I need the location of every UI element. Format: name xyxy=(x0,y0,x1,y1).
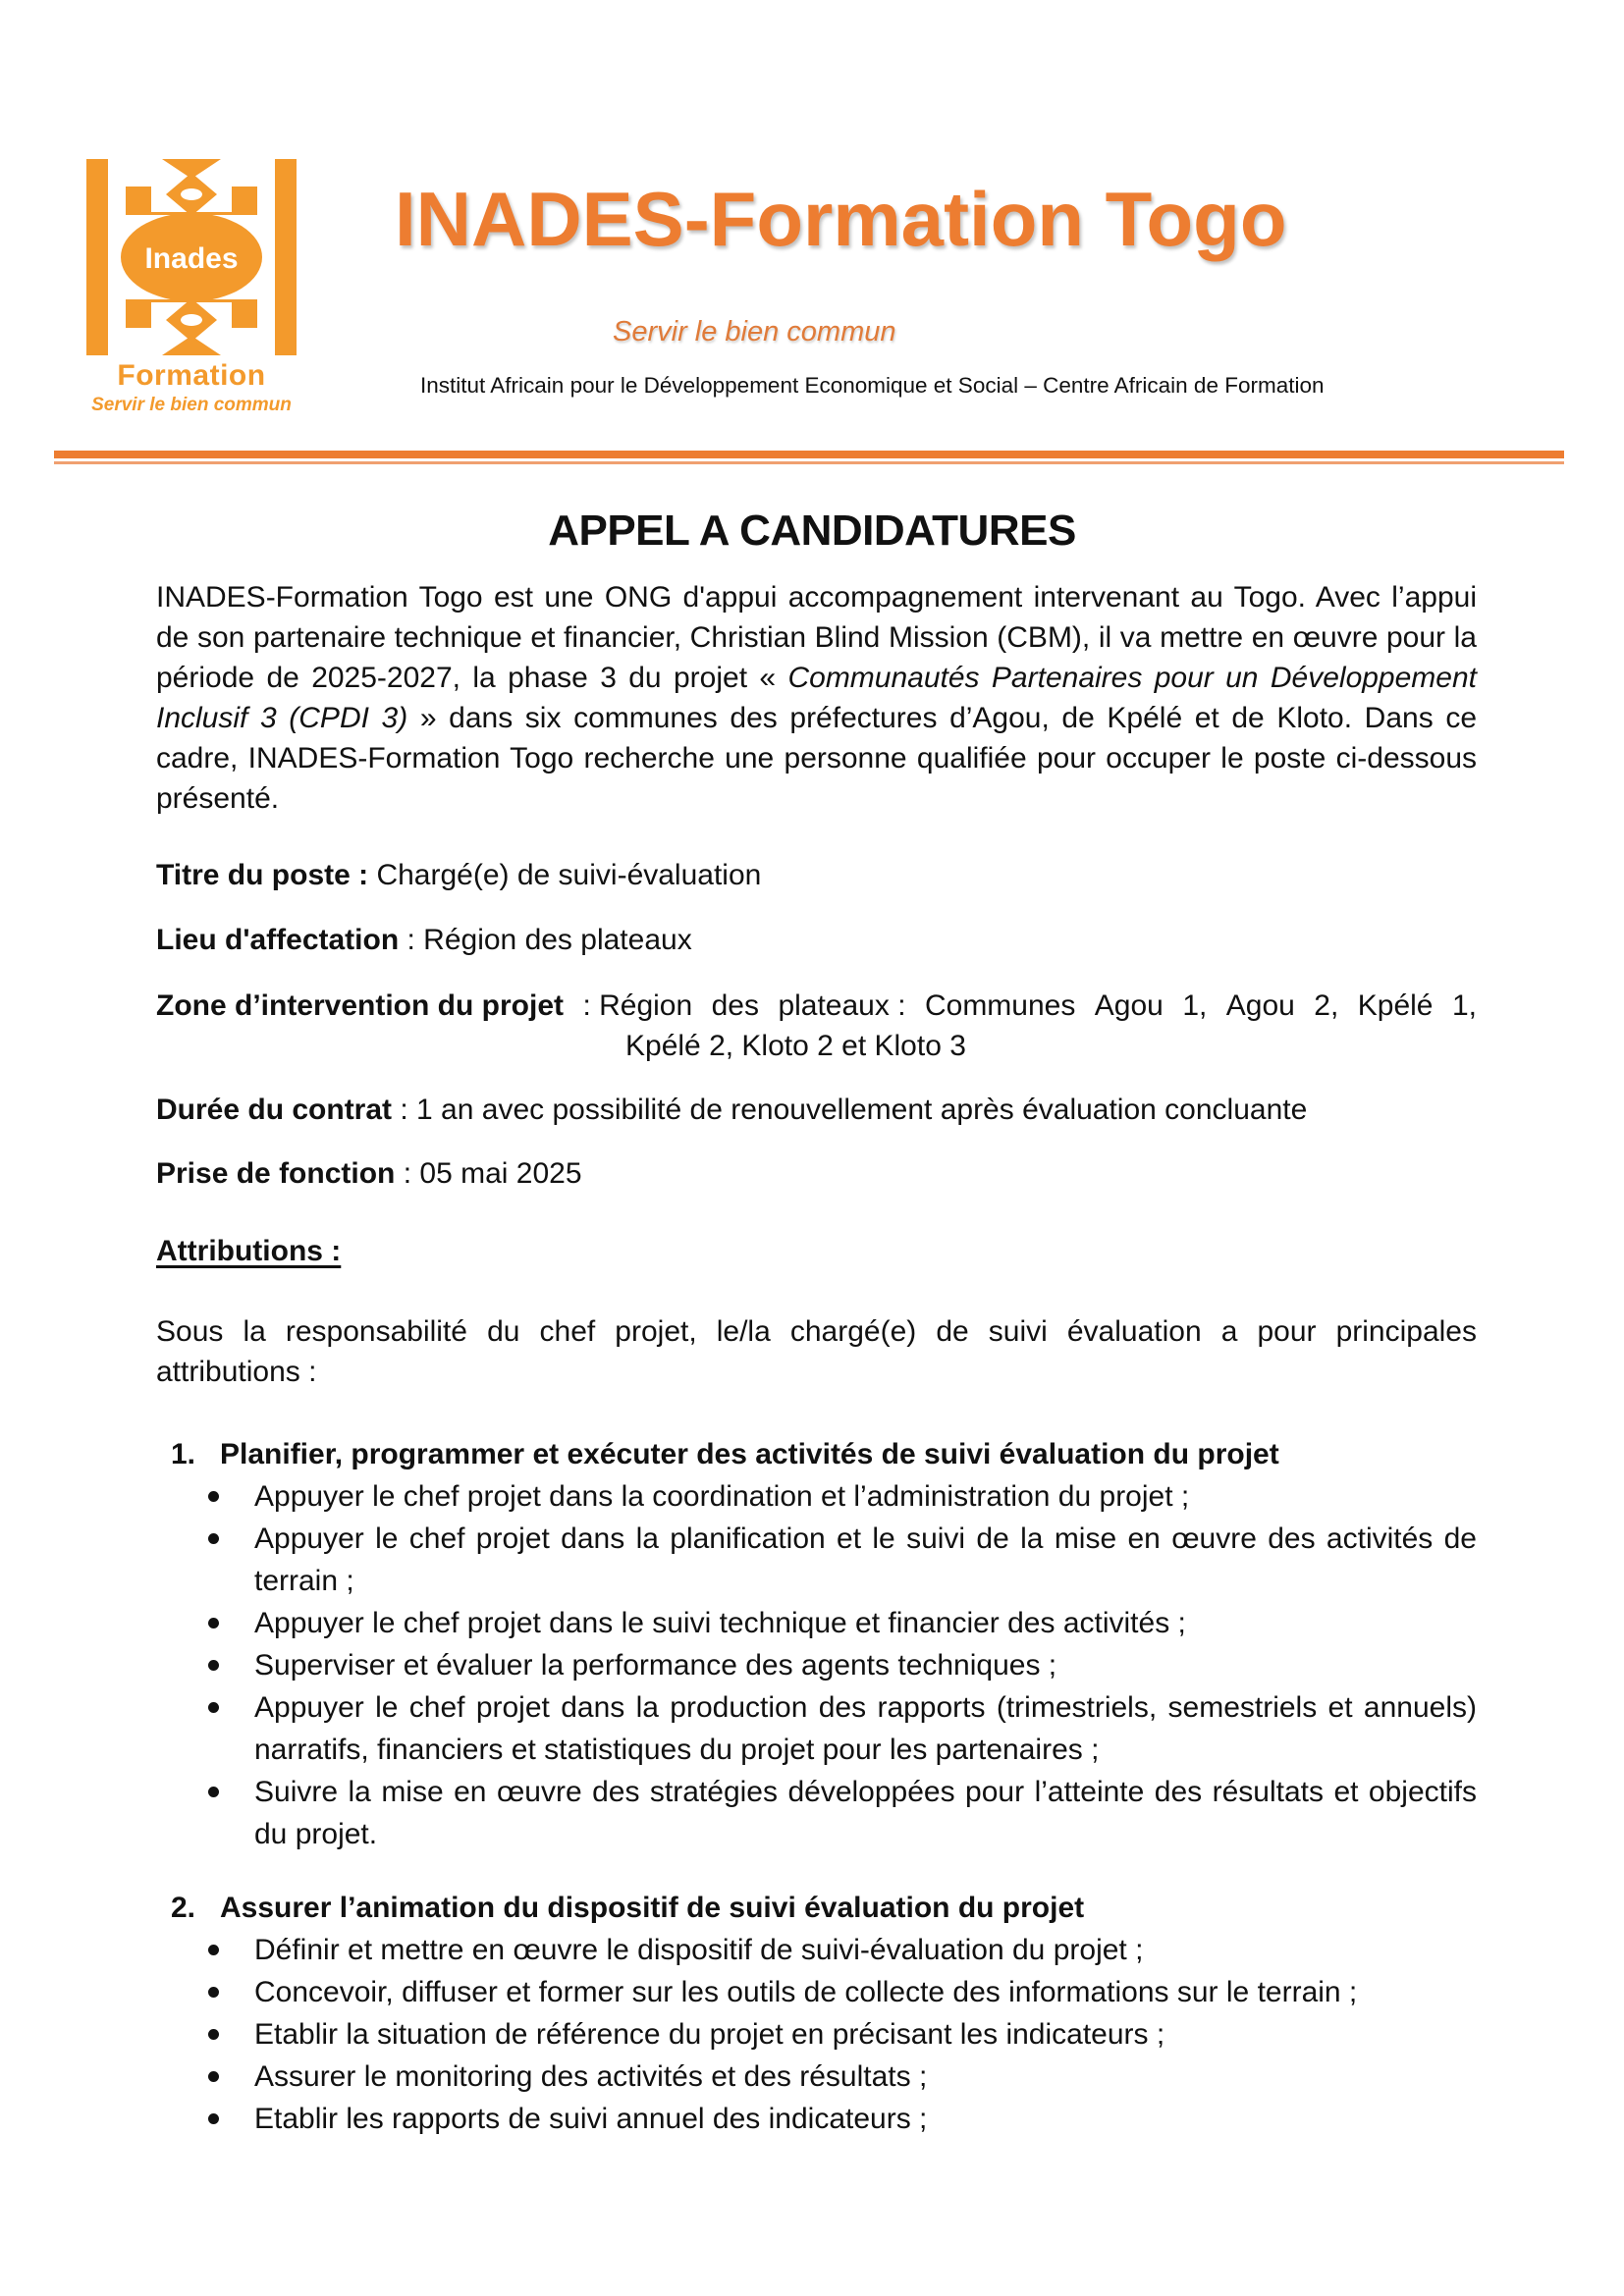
document-title: APPEL A CANDIDATURES xyxy=(548,507,1076,555)
zone-word: Kpélé xyxy=(1357,989,1434,1022)
header-divider-thick xyxy=(54,451,1564,458)
zone-word: des xyxy=(711,989,759,1022)
list-item xyxy=(156,2056,1477,2098)
bullet-list xyxy=(156,1929,1477,2140)
field-label: Lieu d'affectation xyxy=(156,924,400,956)
section-heading xyxy=(156,1887,1477,1929)
header-divider-thin xyxy=(54,461,1564,464)
section-title: Planifier, programmer et exécuter des activités de suivi évaluation du projet xyxy=(220,1438,1279,1470)
field-label: Durée du contrat xyxy=(156,1094,393,1126)
field-label: Prise de fonction xyxy=(156,1157,396,1190)
list-item-text: Etablir la situation de référence du projet en précisant les indicateurs ; xyxy=(254,2018,1165,2051)
section-number: 1. xyxy=(171,1438,196,1470)
list-item-text: Appuyer le chef projet dans le suivi technique et financier des activités ; xyxy=(254,1607,1186,1639)
bullet-icon xyxy=(208,1787,219,1797)
zone-word: Agou xyxy=(1094,989,1164,1022)
attributions-intro: Sous la responsabilité du chef projet, le/la chargé(e) de suivi évaluation a pour principales attributions : xyxy=(156,1315,1477,1388)
intro-paragraph xyxy=(156,577,1477,819)
zone-word: 2, xyxy=(1314,989,1339,1022)
field-intervention-zone xyxy=(156,986,1477,1066)
zone-line-1 xyxy=(156,986,1477,1026)
organization-full-name: Institut Africain pour le Développement Economique et Social – Centre Africain de Formation xyxy=(420,373,1325,398)
inades-emblem-icon xyxy=(86,159,297,355)
list-item xyxy=(156,1644,1477,1686)
bullet-icon xyxy=(208,1987,219,1998)
svg-text:Inades: Inades xyxy=(144,242,239,275)
list-item xyxy=(156,1475,1477,1518)
inades-logo xyxy=(69,159,314,424)
list-item xyxy=(156,1602,1477,1644)
list-item-text: Suivre la mise en œuvre des stratégies développées pour l’atteinte des résultats et objectifs du projet. xyxy=(254,1776,1477,1850)
bullet-icon xyxy=(208,2113,219,2124)
attribution-section-1 xyxy=(156,1433,1477,1855)
zone-word: 1, xyxy=(1451,989,1477,1022)
field-value: Chargé(e) de suivi-évaluation xyxy=(368,859,762,891)
field-location xyxy=(156,920,1477,960)
list-item xyxy=(156,1686,1477,1771)
zone-word: : Région xyxy=(582,989,693,1022)
bullet-icon xyxy=(208,1491,219,1502)
field-value: : 05 mai 2025 xyxy=(395,1157,582,1190)
zone-line-2: Kpélé 2, Kloto 2 et Kloto 3 xyxy=(625,1030,966,1062)
list-item-text: Définir et mettre en œuvre le dispositif de suivi-évaluation du projet ; xyxy=(254,1934,1144,1966)
field-contract-duration xyxy=(156,1090,1477,1130)
bullet-icon xyxy=(208,1702,219,1713)
bullet-list xyxy=(156,1475,1477,1855)
field-start-date xyxy=(156,1153,1477,1194)
field-value: : 1 an avec possibilité de renouvellement après évaluation concluante xyxy=(392,1094,1308,1126)
list-item-text: Concevoir, diffuser et former sur les outils de collecte des informations sur le terrain ; xyxy=(254,1976,1358,2008)
list-item-text: Appuyer le chef projet dans la planification et le suivi de la mise en œuvre des activités de terrain ; xyxy=(254,1522,1477,1597)
field-label: Titre du poste : xyxy=(156,859,369,891)
zone-word: Communes xyxy=(924,989,1076,1022)
bullet-icon xyxy=(208,1945,219,1955)
field-job-title xyxy=(156,855,1477,895)
project-name: Communautés Partenaires pour un Développement Inclusif 3 (CPDI 3) xyxy=(156,662,1477,734)
list-item-text: Appuyer le chef projet dans la coordination et l’administration du projet ; xyxy=(254,1480,1190,1513)
bullet-icon xyxy=(208,1533,219,1544)
organization-slogan: Servir le bien commun xyxy=(613,316,896,347)
list-item-text: Assurer le monitoring des activités et des résultats ; xyxy=(254,2060,928,2093)
bullet-icon xyxy=(208,1618,219,1629)
list-item xyxy=(156,2098,1477,2140)
bullet-icon xyxy=(208,2029,219,2040)
bullet-icon xyxy=(208,1660,219,1671)
logo-formation-text: Formation xyxy=(117,359,266,392)
intro-text-part1: INADES-Formation Togo est une ONG d'appui accompagnement intervenant au Togo. Avec l’appui de son partenaire technique et financier, Christian Blind Mission (CBM), il va mettre en œuvre pour la période de 2025-2027, la phase 3 du projet « xyxy=(156,581,1477,694)
list-item xyxy=(156,2013,1477,2056)
section-title: Assurer l’animation du dispositif de suivi évaluation du projet xyxy=(220,1892,1085,1924)
zone-word: Agou xyxy=(1225,989,1295,1022)
field-label: Zone d’intervention du projet xyxy=(156,989,564,1022)
attribution-section-2 xyxy=(156,1887,1477,2140)
field-value: : Région des plateaux xyxy=(399,924,692,956)
section-heading xyxy=(156,1433,1477,1475)
logo-slogan-text: Servir le bien commun xyxy=(91,395,292,415)
list-item xyxy=(156,1771,1477,1855)
zone-word: plateaux : xyxy=(778,989,906,1022)
organization-title: INADES-Formation Togo xyxy=(395,176,1287,262)
bullet-icon xyxy=(208,2071,219,2082)
intro-text-part2: » dans six communes des préfectures d’Agou, de Kpélé et de Kloto. Dans ce cadre, INADES-Formation Togo recherche une personne qualifiée pour occuper le poste ci-dessous présenté. xyxy=(156,702,1478,815)
section-number: 2. xyxy=(171,1892,196,1924)
attributions-heading: Attributions : xyxy=(156,1235,342,1267)
list-item xyxy=(156,1518,1477,1602)
list-item xyxy=(156,1971,1477,2013)
list-item-text: Etablir les rapports de suivi annuel des indicateurs ; xyxy=(254,2103,928,2135)
list-item-text: Appuyer le chef projet dans la production des rapports (trimestriels, semestriels et annuels) narratifs, financiers et statistiques du projet pour les partenaires ; xyxy=(254,1691,1477,1766)
list-item-text: Superviser et évaluer la performance des agents techniques ; xyxy=(254,1649,1057,1682)
zone-word: 1, xyxy=(1182,989,1208,1022)
list-item xyxy=(156,1929,1477,1971)
